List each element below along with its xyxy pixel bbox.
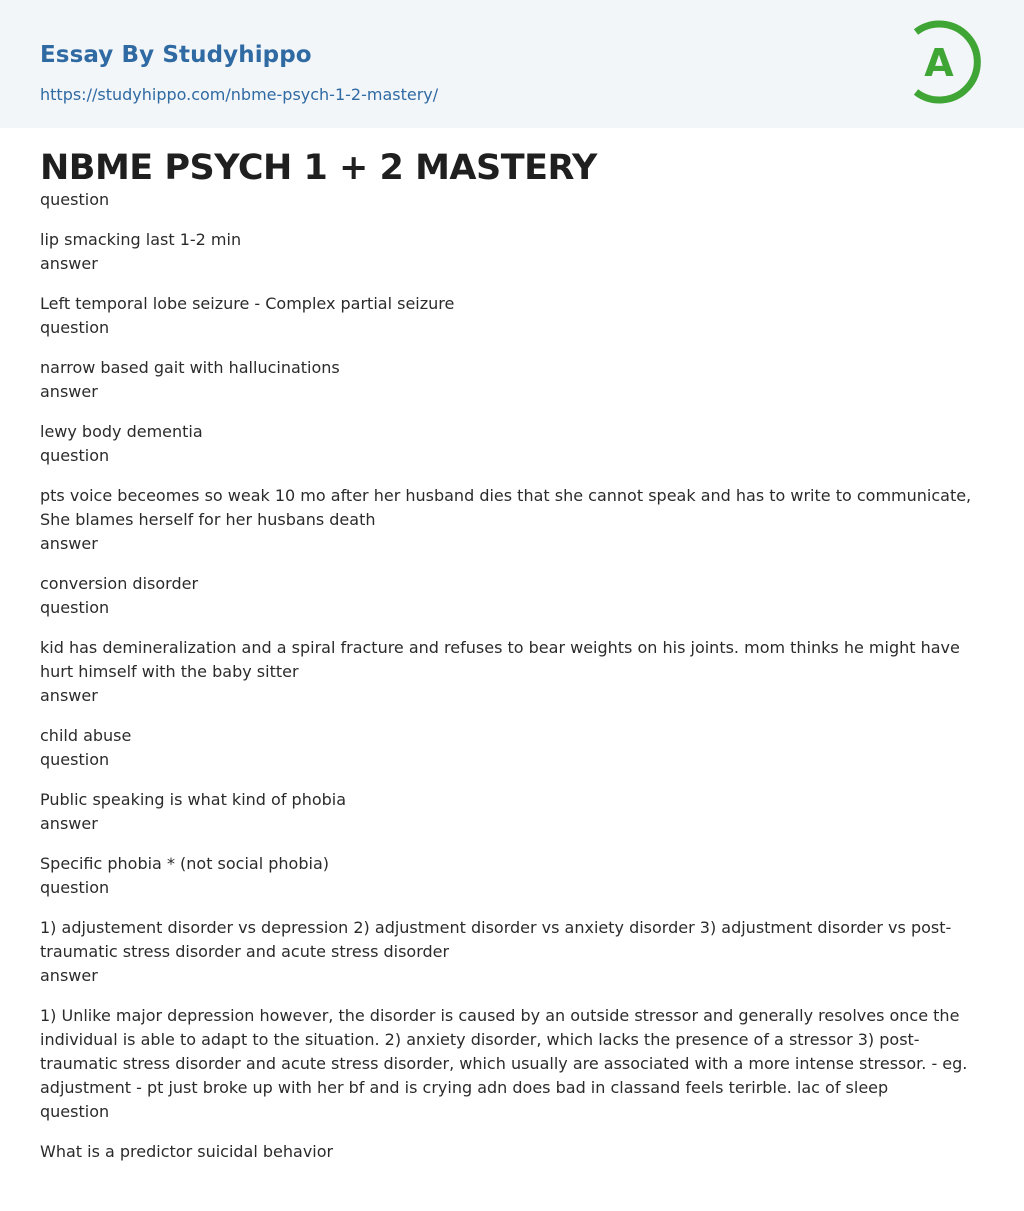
qa-question-block [40,596,984,684]
qa-answer-block [40,532,984,596]
site-header [0,0,1024,128]
answer-text: Left temporal lobe seizure - Complex partial seizure [40,294,455,313]
studyhippo-logo-icon[interactable] [906,18,986,106]
question-text: lip smacking last 1-2 min [40,230,242,249]
qa-question-block [40,1100,984,1164]
question-text: pts voice beceomes so weak 10 mo after her husband dies that she cannot speak and has to write to communicate, She blames herself for her husbans death [40,486,972,529]
question-text: kid has demineralization and a spiral fracture and refuses to bear weights on his joints. mom thinks he might have hurt himself with the baby sitter [40,638,960,681]
brand-title: Essay By Studyhippo [40,42,312,68]
question-text: 1) adjustement disorder vs depression 2) adjustment disorder vs anxiety disorder 3) adjustment disorder vs post-traumatic stress disorder and acute stress disorder [40,918,952,961]
answer-label: answer [40,814,98,833]
qa-question-block [40,876,984,964]
question-label: question [40,190,110,209]
answer-text: child abuse [40,726,132,745]
qa-answer-block [40,812,984,876]
qa-answer-block [40,964,984,1100]
qa-list [40,188,984,1164]
answer-label: answer [40,686,98,705]
answer-text: Specific phobia * (not social phobia) [40,854,329,873]
question-text: What is a predictor suicidal behavior [40,1142,334,1161]
answer-label: answer [40,382,98,401]
question-label: question [40,598,110,617]
page-title: NBME PSYCH 1 + 2 MASTERY [40,148,597,188]
question-label: question [40,446,110,465]
qa-question-block [40,444,984,532]
answer-text: conversion disorder [40,574,199,593]
qa-question-block [40,316,984,380]
source-url-link[interactable]: https://studyhippo.com/nbme-psych-1-2-mastery/ [40,85,439,104]
qa-question-block [40,748,984,812]
question-label: question [40,1102,110,1121]
qa-question-block [40,188,984,252]
essay-content [40,128,984,1164]
question-label: question [40,878,110,897]
answer-text: lewy body dementia [40,422,203,441]
answer-label: answer [40,534,98,553]
qa-answer-block [40,380,984,444]
answer-text: 1) Unlike major depression however, the disorder is caused by an outside stressor and generally resolves once the individual is able to adapt to the situation. 2) anxiety disorder, which lacks the presence of a stressor 3) post-traumatic stress disorder and acute stress disorder, which usually are associated with a more intense stressor. - eg. adjustment - pt just broke up with her bf and is crying adn does bad in classand feels terirble. lac of sleep [40,1006,968,1097]
qa-answer-block [40,252,984,316]
answer-label: answer [40,254,98,273]
answer-label: answer [40,966,98,985]
logo-letter: A [924,41,954,85]
question-text: Public speaking is what kind of phobia [40,790,347,809]
question-text: narrow based gait with hallucinations [40,358,340,377]
question-label: question [40,318,110,337]
qa-answer-block [40,684,984,748]
question-label: question [40,750,110,769]
